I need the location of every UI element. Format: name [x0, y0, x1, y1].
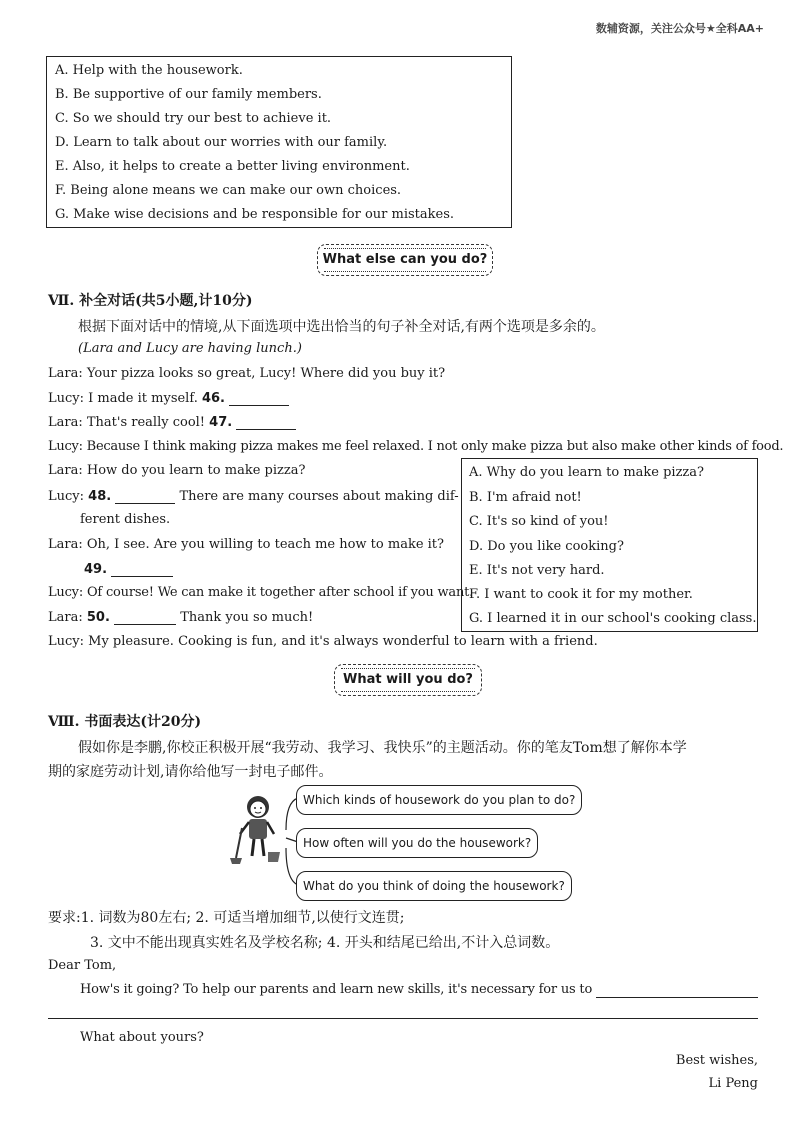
dialogue-line-5: Lara: How do you learn to make pizza? [48, 463, 306, 478]
letter-signoff: Best wishes, [675, 1053, 758, 1068]
option-a: A. Help with the housework. [55, 63, 243, 78]
question-bubble-2: How often will you do the housework? [296, 828, 538, 858]
question-number-49: 49. [84, 562, 108, 577]
dialogue-text: Lara: That's really cool! [48, 415, 206, 430]
dialogue-text: Lara: [48, 610, 83, 625]
section7-instruction: 根据下面对话中的情境,从下面选项中选出恰当的句子补全对话,有两个选项是多余的。 [78, 319, 605, 335]
letter-opening: How's it going? To help our parents and learn new skills, it's necessary for us to [80, 982, 593, 997]
option-f: F. Being alone means we can make our own choices. [55, 183, 402, 198]
option-b: B. I'm afraid not! [469, 490, 582, 505]
dialogue-text: Lucy: I made it myself. [48, 391, 198, 406]
option-d: D. Learn to talk about our worries with our family. [55, 135, 388, 150]
dialogue-line-8: Lucy: Of course! We can make it together after school if you want. [48, 585, 474, 600]
writing-prompt-line-1: 假如你是李鹏,你校正积极开展“我劳动、我学习、我快乐”的主题活动。你的笔友Tom想了解你本学 [78, 740, 687, 756]
letter-salutation: Dear Tom, [48, 958, 117, 973]
section7-heading: Ⅶ. 补全对话(共5小题,计10分) [48, 293, 253, 309]
option-b: B. Be supportive of our family members. [55, 87, 322, 102]
dialogue-line-7-cont [84, 561, 173, 577]
dialogue-line-3 [48, 414, 296, 430]
dialogue-line-6-cont: ferent dishes. [80, 512, 171, 527]
dialogue-line-1: Lara: Your pizza looks so great, Lucy! Where did you buy it? [48, 366, 446, 381]
option-e: E. It's not very hard. [469, 563, 605, 578]
answer-blank-48[interactable] [115, 488, 175, 504]
question-number-46: 46. [201, 391, 225, 406]
section-tag-what-will: What will you do? [334, 664, 482, 696]
answer-blank-50[interactable] [114, 609, 176, 625]
writing-line[interactable] [596, 997, 758, 998]
writing-line[interactable] [48, 1018, 758, 1019]
answer-blank-47[interactable] [236, 414, 296, 430]
letter-signature: Li Peng [708, 1076, 758, 1091]
answer-blank-46[interactable] [229, 390, 289, 406]
watermark: 数辅资源，关注公众号★全科AA+ [595, 22, 764, 35]
question-number-47: 47. [209, 415, 233, 430]
option-c: C. It's so kind of you! [469, 514, 609, 529]
question-bubble-3: What do you think of doing the housework? [296, 871, 572, 901]
requirements-line-2: 3. 文中不能出现真实姓名及学校名称; 4. 开头和结尾已给出,不计入总词数。 [90, 935, 560, 951]
option-g: G. Make wise decisions and be responsible for our mistakes. [55, 207, 455, 222]
dialogue-text: Thank you so much! [180, 610, 314, 625]
requirements-line-1: 要求:1. 词数为80左右; 2. 可适当增加细节,以使行文连贯; [48, 910, 405, 926]
section7-options-box [461, 458, 758, 632]
dialogue-text: There are many courses about making dif- [179, 489, 459, 504]
letter-closing: What about yours? [80, 1030, 204, 1045]
dialogue-line-4: Lucy: Because I think making pizza makes me feel relaxed. I not only make pizza but also make other kinds of food. [48, 439, 784, 454]
section8-heading: Ⅷ. 书面表达(计20分) [48, 714, 202, 730]
boy-with-broom-illustration [228, 790, 288, 870]
section-tag-what-else: What else can you do? [317, 244, 493, 276]
answer-blank-49[interactable] [111, 561, 173, 577]
option-c: C. So we should try our best to achieve it. [55, 111, 332, 126]
dialogue-line-2 [48, 390, 289, 406]
dialogue-line-10: Lucy: My pleasure. Cooking is fun, and it's always wonderful to learn with a friend. [48, 634, 598, 649]
option-d: D. Do you like cooking? [469, 539, 624, 554]
dialogue-text: Lucy: [48, 489, 85, 504]
dialogue-line-7: Lara: Oh, I see. Are you willing to teach me how to make it? [48, 537, 444, 552]
question-number-48: 48. [88, 489, 112, 504]
dialogue-context: (Lara and Lucy are having lunch.) [78, 341, 302, 356]
option-a: A. Why do you learn to make pizza? [469, 465, 705, 480]
question-number-50: 50. [86, 610, 110, 625]
section6-options-box [46, 56, 512, 228]
dialogue-line-9 [48, 609, 313, 625]
writing-prompt-line-2: 期的家庭劳动计划,请你给他写一封电子邮件。 [48, 764, 333, 780]
option-e: E. Also, it helps to create a better living environment. [55, 159, 410, 174]
question-bubble-1: Which kinds of housework do you plan to do? [296, 785, 582, 815]
option-g: G. I learned it in our school's cooking class. [469, 611, 757, 626]
option-f: F. I want to cook it for my mother. [469, 587, 693, 602]
dialogue-line-6 [48, 488, 459, 504]
